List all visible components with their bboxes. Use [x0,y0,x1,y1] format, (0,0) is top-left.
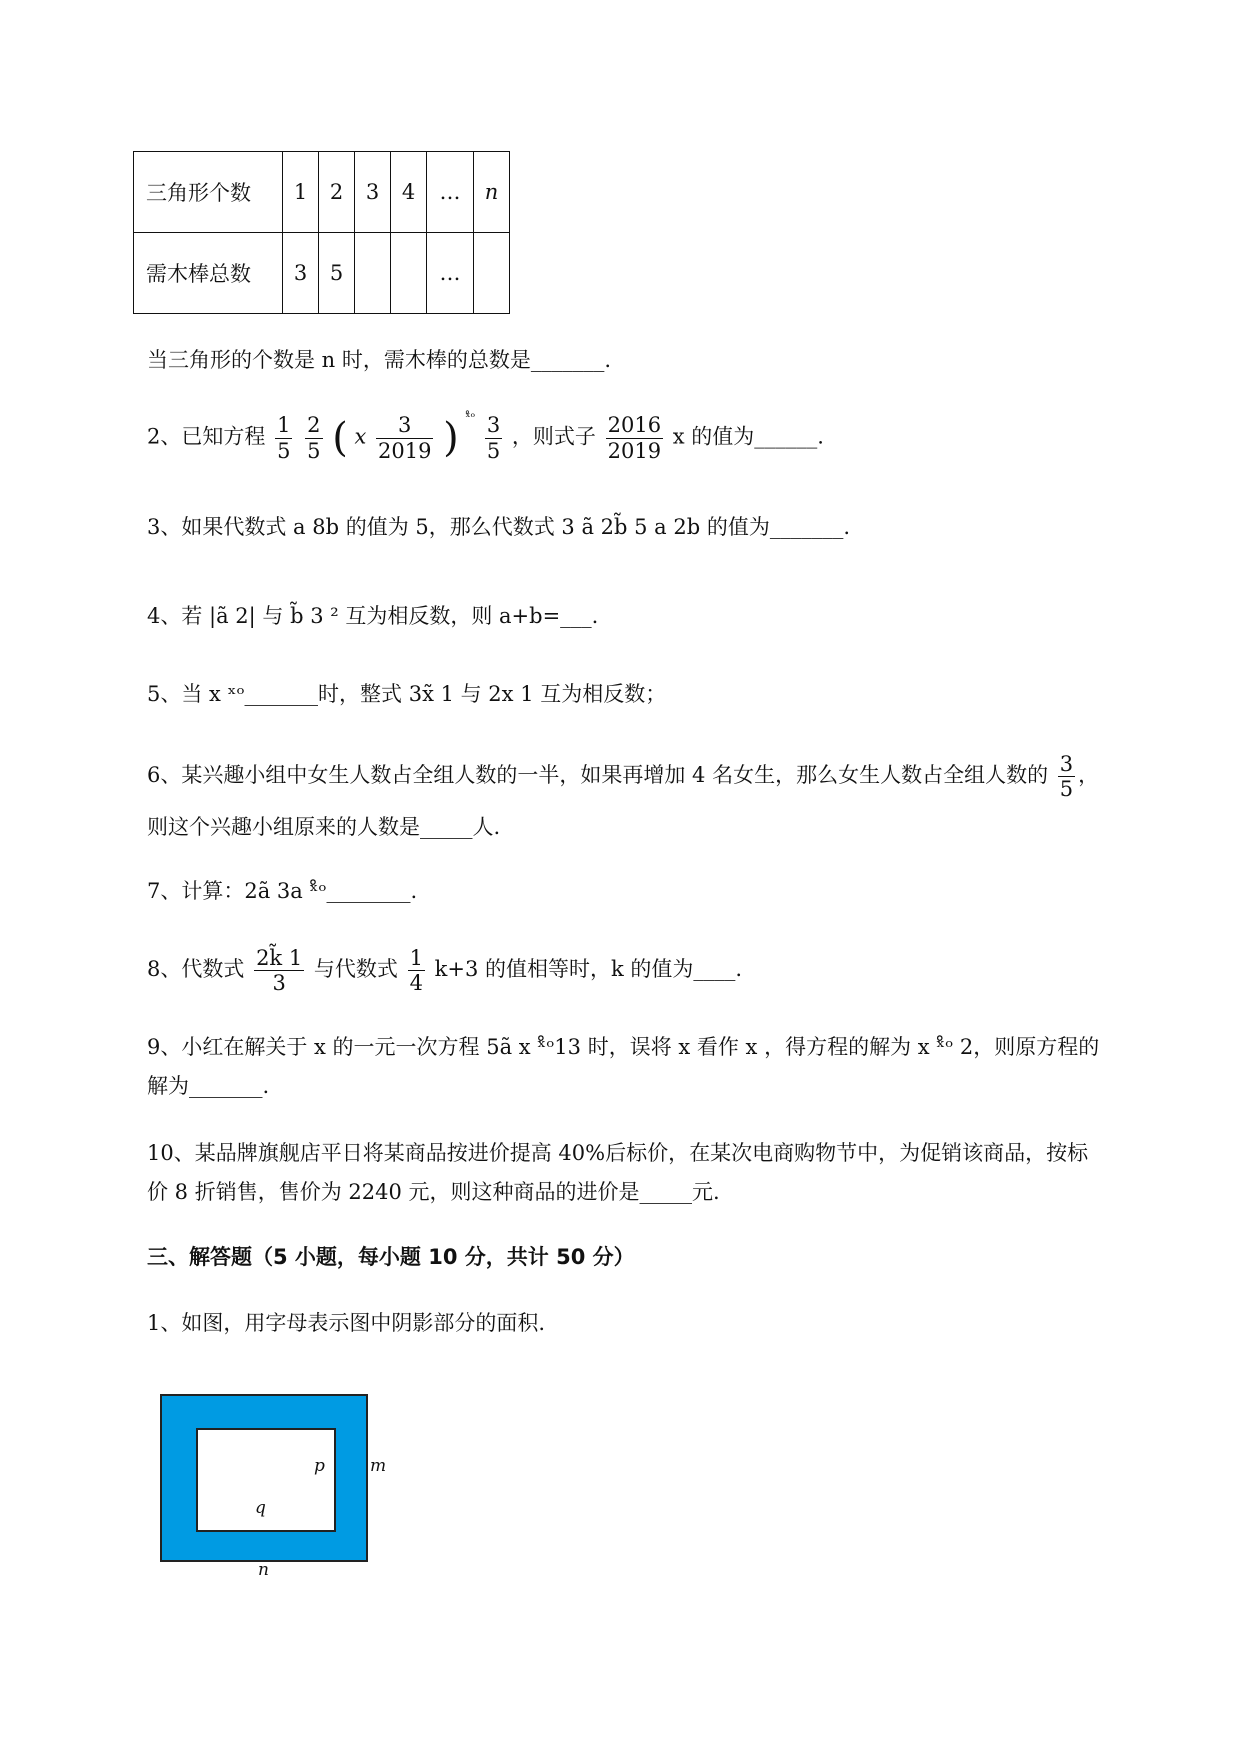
table-cell: 3 [283,233,319,314]
question-5: 5、当 x ˣᵒ_______时，整式 3x̃ 1 与 2x 1 互为相反数； [147,682,667,706]
question-9-line1: 9、小红在解关于 x 的一元一次方程 5ã x ˣ̊ᵒ13 时，误将 x 看作 x ，得方程的解为 x ˣ̊ᵒ 2，则原方程的 [147,1035,1100,1059]
fraction: $\frac{2k̃ 1}{3}$ [256,946,303,996]
question-2: 2、已知方程 $\frac{1}{5}$ $\frac{2}{5}$ ( x $\frac{3}{2019}$ ) $^{ˣ̊ᵒ}$ $\frac{3}{5}$ ，则式子 $\frac{2016}{2019}$ x 的值为______. [147,410,824,463]
table-cell: … [427,152,474,233]
table-cell: n [474,152,510,233]
label-q: q [255,1498,266,1518]
variable-x: x [354,424,367,449]
table-cell: 2 [319,152,355,233]
shaded-frame-figure [160,1394,368,1562]
fraction: $\frac{3}{5}$ [486,413,501,463]
question-4: 4、若 |ã 2| 与 b̃ 3 ² 互为相反数，则 a+b=___. [147,604,599,628]
table-cell: 3 [355,152,391,233]
question-9-line2: 解为_______. [147,1074,270,1098]
q2-mid: ，则式子 [511,424,596,449]
fraction: $\frac{1}{5}$ [277,413,291,463]
table-cell: 5 [319,233,355,314]
question-10-line1: 10、某品牌旗舰店平日将某商品按进价提高 40%后标价，在某次电商购物节中，为促销该商品，按标 [147,1141,1089,1165]
question-1-tail: 当三角形的个数是 n 时，需木棒的总数是_______. [147,348,612,372]
table-cell [355,233,391,314]
table-cell: 4 [391,152,427,233]
label-p: p [314,1456,325,1476]
section-3-question-1: 1、如图，用字母表示图中阴影部分的面积. [147,1311,546,1335]
question-8: 8、代数式 $\frac{2k̃ 1}{3}$ 与代数式 $\frac{1}{4}$ k+3 的值相等时，k 的值为____. [147,946,743,996]
table-cell [474,233,510,314]
row-header: 三角形个数 [134,152,283,233]
equals-mark: ˣ̊ᵒ [465,410,476,424]
label-n: n [258,1560,269,1580]
section-3-heading: 三、解答题（5 小题，每小题 10 分，共计 50 分） [147,1245,635,1269]
table-cell: 1 [283,152,319,233]
q2-tail: x 的值为______. [672,424,824,449]
label-m: m [370,1456,387,1476]
question-7: 7、计算：2ã 3a ˣ̊ᵒ________. [147,879,418,903]
table-cell [391,233,427,314]
table-cell: … [427,233,474,314]
fraction: $\frac{2}{5}$ [307,413,321,463]
row-header: 需木棒总数 [134,233,283,314]
fraction: $\frac{2016}{2019}$ [607,413,662,463]
inner-rectangle [196,1428,336,1532]
fraction: $\frac{3}{5}$ [1059,752,1074,802]
table-row [134,233,510,314]
fraction: $\frac{3}{2019}$ [378,413,432,463]
question-3: 3、如果代数式 a 8b 的值为 5，那么代数式 3 ã 2b̃ 5 a 2b 的值为_______. [147,515,851,539]
q2-prefix: 2、已知方程 [147,424,266,449]
question-10-line2: 价 8 折销售，售价为 2240 元，则这种商品的进价是_____元. [147,1180,720,1204]
table-row [134,152,510,233]
question-6-line2: 则这个兴趣小组原来的人数是_____人. [147,815,501,839]
triangle-count-table [133,151,510,314]
question-6-line1: 6、某兴趣小组中女生人数占全组人数的一半，如果再增加 4 名女生，那么女生人数占全组人数的 $\frac{3}{5}$ ， [147,752,1100,802]
fraction: $\frac{1}{4}$ [409,946,423,996]
